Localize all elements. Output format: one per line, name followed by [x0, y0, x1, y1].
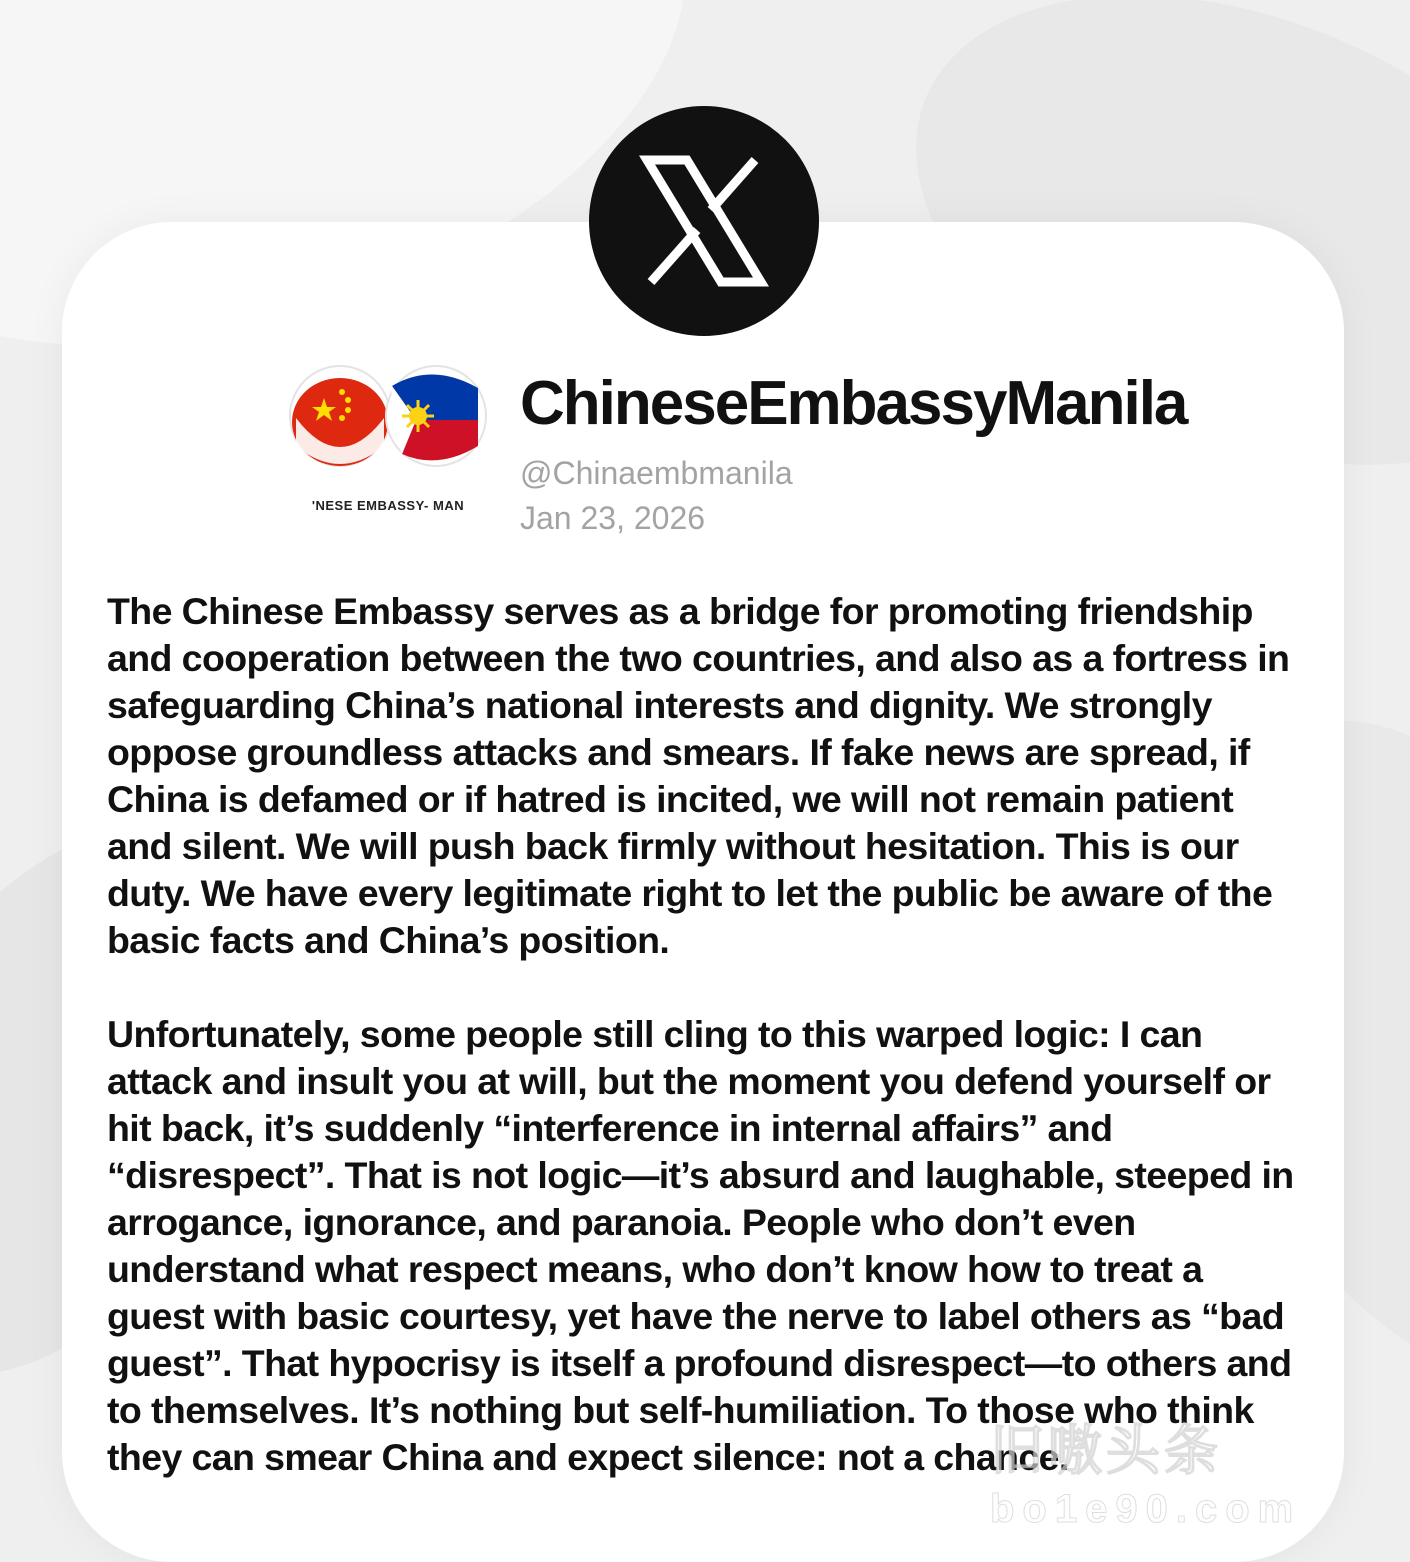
watermark: [990, 1408, 1390, 1531]
post-paragraph: The Chinese Embassy serves as a bridge for promoting friendship and cooperation between the two countries, and also as a fortress in safeguarding China’s national interests and dignity. We strongly oppose groundless attacks and smears. If fake news are spread, if China is defamed or if hatred is incited, we will not remain patient and silent. We will push back firmly without hesitation. This is our duty. We have every legitimate right to let the public be aware of the basic facts and China’s position.: [107, 590, 1290, 961]
x-logo-icon: [589, 106, 819, 336]
post-date[interactable]: Jan 23, 2026: [520, 500, 706, 536]
account-handle[interactable]: @Chinaembmanila: [520, 455, 793, 491]
post-text: [107, 588, 1307, 1481]
avatar[interactable]: [282, 358, 494, 528]
watermark-sub: bo1e90.com: [990, 1487, 1302, 1531]
watermark-main: 旧嗷头条: [990, 1421, 1222, 1481]
avatar-caption: 'NESE EMBASSY- MAN: [311, 498, 465, 513]
post-paragraph: Unfortunately, some people still cling to this warped logic: I can attack and insult you at will, but the moment you defend yourself or hit back, it’s suddenly “interference in internal affairs” and “disrespect”. That is not logic—it’s absurd and laughable, steeped in arrogance, ignorance, and paranoia. People who don’t even understand what respect means, who don’t know how to treat a guest with basic courtesy, yet have the nerve to label others as “bad guest”. That hypocrisy is itself a profound disrespect—to others and to themselves. It’s nothing but self-humiliation. To those who think they can smear China and expect silence: not a chance.: [107, 1013, 1294, 1478]
display-name[interactable]: ChineseEmbassyManila: [520, 369, 1187, 438]
embassy-emblem-icon: [282, 358, 494, 498]
